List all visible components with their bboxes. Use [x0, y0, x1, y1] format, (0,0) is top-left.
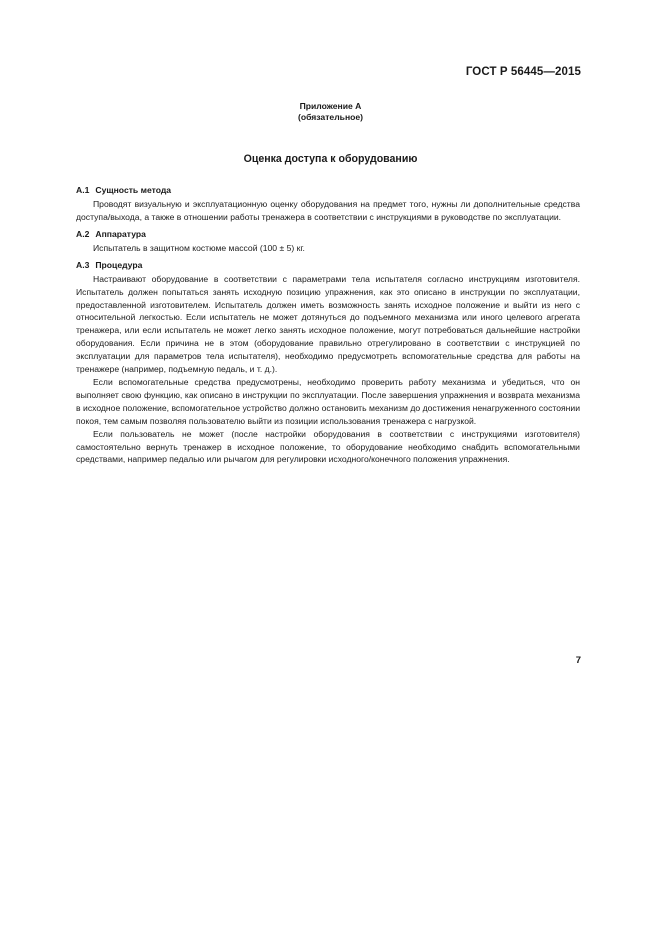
- standard-code: ГОСТ Р 56445—2015: [465, 66, 581, 78]
- section-paragraph: Проводят визуальную и эксплуатационную оценку оборудования на предмет того, нужны ли дополнительные средства доступа/выхода, а также в отношении работы тренажера в соответствии с инструкциями в руководстве по эксплуатации.: [76, 199, 580, 222]
- section-heading-a1: [76, 183, 580, 197]
- appendix-label: Приложение А: [299, 101, 362, 111]
- section-title: Сущность метода: [95, 185, 172, 195]
- section-heading-a3: [76, 258, 580, 272]
- section-paragraph: Если вспомогательные средства предусмотрены, необходимо проверить работу механизма и убедиться, что он выполняет свою функцию, как описано в инструкции по эксплуатации. После завершения упражнения и возврата механизма в исходное положение, вспомогательное устройство должно остановить механизм до достижения ненагруженного состоянии покоя, тем самым позволяя пользователю выйти из позиции использования тренажера с нагрузкой.: [76, 376, 580, 426]
- page-title: Оценка доступа к оборудованию: [243, 153, 418, 165]
- appendix-status: (обязательное): [297, 112, 364, 122]
- page-number: 7: [575, 655, 581, 666]
- section-number: А.3: [76, 259, 90, 270]
- section-paragraph: Испытатель в защитном костюме массой (100 ± 5) кг.: [93, 242, 305, 253]
- section-title: Процедура: [95, 259, 143, 270]
- section-number: А.1: [76, 185, 90, 195]
- section-paragraph: Если пользователь не может (после настройки оборудования в соответствии с инструкциями изготовителя) самостоятельно вернуть тренажер в исходное положение, то оборудование необходимо снабдить вспомогательными средствами, например педалью или рычагом для регулировки исходного/конечного положения упражнения.: [76, 428, 580, 465]
- document-body: [76, 183, 580, 466]
- section-heading-a2: [76, 227, 580, 241]
- section-number: А.2: [76, 228, 90, 239]
- appendix-heading: [0, 101, 661, 123]
- section-paragraph: Настраивают оборудование в соответствии с параметрами тела испытателя согласно инструкциям изготовителя. Испытатель должен попытаться занять исходную позицию упражнения, как это описано в инструкции по эксплуатации, предоставленной изготовителем. Испытатель должен иметь возможность занять исходное положение и выйти из него с относительной легкостью. Если испытатель не может дотянуться до подъемного механизма или иного целевого агрегата тренажера, или если испытатель не может легко занять исходное положение, могут потребоваться дальнейшие настройки оборудования. Если причина не в этом (оборудование правильно отрегулировано в соответствии с инструкцией по эксплуатации для параметров тела испытателя), необходимо предусмотреть вспомогательные средства для работы на тренажере (например, подъемную педаль, и т. д.).: [76, 273, 580, 375]
- section-title: Аппаратура: [95, 228, 146, 239]
